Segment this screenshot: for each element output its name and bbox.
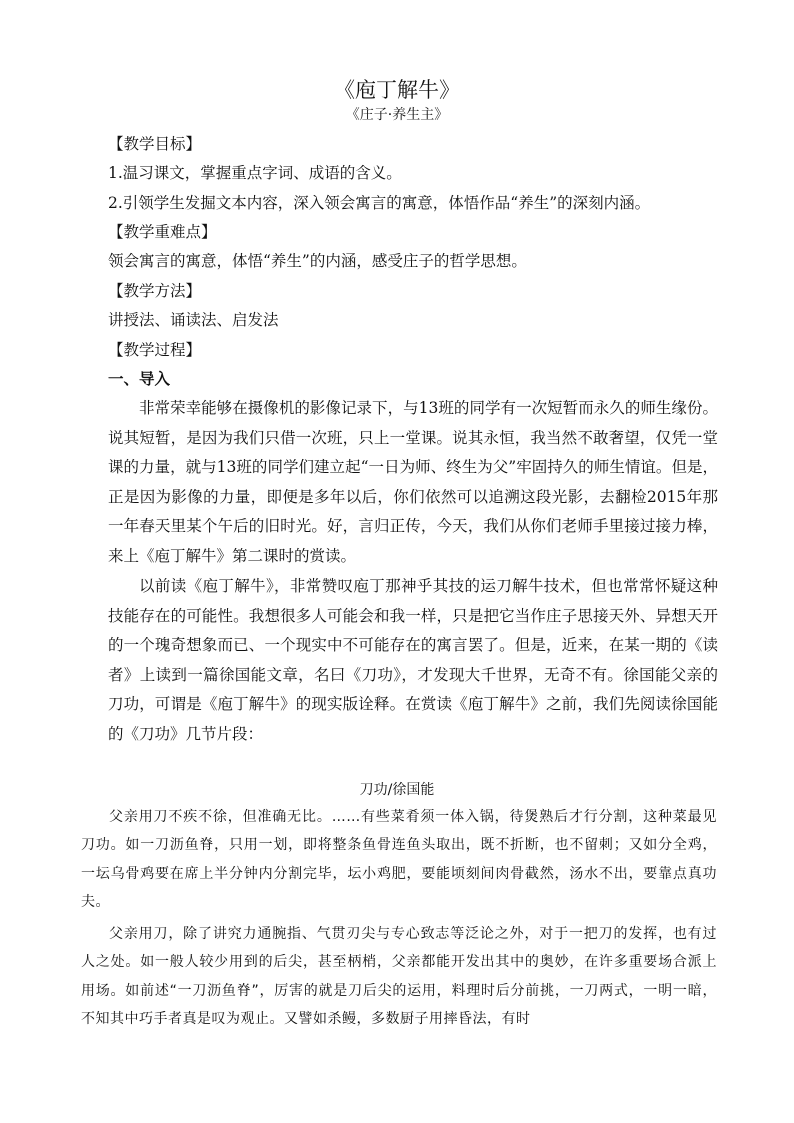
intro-paragraph-2: 以前读《庖丁解牛》，非常赞叹庖丁那神乎其技的运刀解牛技术，但也常常怀疑这种技能存在的可能性。我想很多人可能会和我一样，只是把它当作庄子思接天外、异想天开的一个瑰奇想象而已、一个现实中不可能存在的寓言罢了。但是，近来，在某一期的《读者》上读到一篇徐国能文章，名曰《刀功》，才发现大千世界，无奇不有。徐国能父亲的刀功，可谓是《庖丁解牛》的现实版诠释。在赏读《庖丁解牛》之前，我们先阅读徐国能的《刀功》几节片段：: [108, 577, 718, 743]
goal-item-1: 1.温习课文，掌握重点字词、成语的含义。: [108, 164, 402, 182]
document-subtitle: 《庄子·养生主》: [345, 107, 449, 123]
intro-heading: 一、导入: [108, 369, 171, 388]
difficulty-text: 领会寓言的寓意，体悟“养生”的内涵，感受庄子的哲学思想。: [108, 252, 527, 270]
process-heading: 【教学过程】: [108, 341, 202, 359]
excerpt-paragraph-1: 父亲用刀不疾不徐，但准确无比。……有些菜肴须一体入锅，待煲熟后才行分割，这种菜最见刀功。如一刀沥鱼脊，只用一划，即将整条鱼骨连鱼头取出，既不折断，也不留刺；又如分全鸡，一坛乌骨鸡要在席上半分钟内分割完毕，坛小鸡肥，要能顷刻间肉骨截然，汤水不出，要靠点真功夫。: [81, 809, 717, 911]
methods-heading: 【教学方法】: [108, 282, 202, 300]
methods-text: 讲授法、诵读法、启发法: [108, 311, 279, 329]
goal-item-2: 2.引领学生发掘文本内容，深入领会寓言的寓意，体悟作品“养生”的深刻内涵。: [108, 194, 651, 212]
goals-heading: 【教学目标】: [108, 135, 202, 153]
difficulty-heading: 【教学重难点】: [108, 223, 217, 241]
document-title: 《庖丁解牛》: [334, 78, 460, 102]
excerpt-title: 刀功/徐国能: [359, 782, 435, 798]
intro-paragraph-1: 非常荣幸能够在摄像机的影像记录下，与13班的同学有一次短暂而永久的师生缘份。说其短暂，是因为我们只借一次班，只上一堂课。说其永恒，我当然不敢奢望，仅凭一堂课的力量，就与13班的同学们建立起“一日为师、终生为父”牢固持久的师生情谊。但是，正是因为影像的力量，即便是多年以后，你们依然可以追溯这段光影，去翻检2015年那一年春天里某个午后的旧时光。好，言归正传，今天，我们从你们老师手里接过接力棒，来上《庖丁解牛》第二课时的赏读。: [108, 399, 718, 565]
excerpt-paragraph-2: 父亲用刀，除了讲究力通腕指、气贯刃尖与专心致志等泛论之外，对于一把刀的发挥，也有过人之处。如一般人较少用到的后尖，甚至柄梢，父亲都能开发出其中的奥妙，在许多重要场合派上用场。如前述“一刀沥鱼脊”，厉害的就是刀后尖的运用，料理时后分前挑，一刀两式，一明一暗，不知其中巧手者真是叹为观止。又譬如杀鳗，多数厨子用摔昏法，有时: [81, 926, 717, 1028]
